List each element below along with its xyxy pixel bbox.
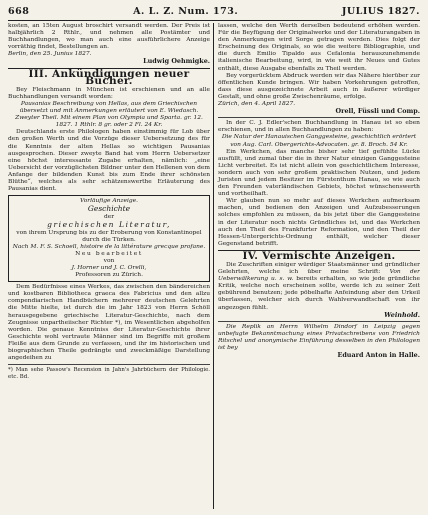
weinhold-signature: Weinhold. <box>384 310 420 319</box>
intro-text: kosten, an 15ten August broschirt versandt werden. Der Preis ist halbjährlich 2 Rthlr., und nehmen alle Postämter und Buchhandlungen, wo man auch eine ausführlichere Anzeige vorräthig findet, Bestellungen an. <box>8 23 210 51</box>
edler-announcement: In der C. J. Edler'schen Buchhandlung in Hanau ist so eben erschienen, und in allen Buchhandlungen zu haben: <box>217 120 420 134</box>
printing-notice: Bey vorgerücktem Abdruck werden wir das Nähere hierüber zur öffentlichen Kunde bringen. Wir haben Vorkehrungen getroffen, dass diese ausgezeichnete Arbeit auch in äußerer würdiger Gestalt, und ohne große Zwischenräume, erfolge. <box>217 72 420 100</box>
weinhold-cont: bereits erhalten, so wie jede gründliche Kritik, welche noch erscheinen sollte, werde ich zu seiner Zeit gebührend benutzen; jede pöbelhafte Anfeindung aber den Urkeil überlassen, welcher sich durch Wahlverwandtschaft von ihr angezogen fühlt. <box>217 276 420 311</box>
box-subtitle: von ihrem Ursprung bis zu der Eroberung von Konstantinopel durch die Türken. <box>16 229 202 243</box>
footnote-rule <box>8 364 210 365</box>
box-title-3: griechischen Literatur, <box>47 219 171 229</box>
right-column <box>214 23 420 509</box>
anton-signature: Eduard Anton in Halle. <box>337 351 420 360</box>
page-number: 668 <box>8 6 30 17</box>
box-von: von <box>103 257 115 264</box>
footnote: *) Man sehe Passow's Recension in Jahn's Jahrbüchern der Philologie. etc. Bd. <box>8 367 210 380</box>
orell-signature: Orell, Füssli und Comp. <box>335 107 420 116</box>
intro-signature: Ludwig Oehmigke. <box>143 57 210 66</box>
box-label: Vorläufige Anzeige. <box>80 198 138 205</box>
two-column-body <box>8 23 420 509</box>
section-title-4: IV. Vermischte Anzeigen. <box>242 249 396 262</box>
box-professors: Professoren zu Zürich. <box>75 272 143 279</box>
literature-history-text: Dem Bedürfnisse eines Werkes, das zwischen den bändereichen und kostbaren Bibliotheca graeca des Fabricius und den allzu compendiarischen Handbüchern mehrerer deutschen Gelehrten die Mitte hielte, ist durch die im Jahr 1823 von Herrn Schöll herausgegebene griechische Literatur-Geschichte, nach dem Zeugnisse unpartheiischer Richter *), im Wesentlichen abgeholfen worden. Die genaue Kenntniss der Literatur-Geschichte ihrer Geschichte wohl vertraute Männer sind im Begriffe mit großem Fleiße aus dem Grunde zu verfassen, und ihr im historischen und biographischen Theile gedrängte und zweckmäßige Darstellung angedeihen zu <box>8 284 210 362</box>
continuation-text: lassen, welche den Werth derselben bedeutend erhöhen werden. Für die Beyfügung der Originalwerke und der Literaturangaben in den Anmerkungen wird Sorge getragen werden. Dies folgt der Erscheinung des Originals, so wie die weitere Bibliographie, und die durch Emilio Tipaldo aus Cefalonia herauszunehmende italienische Bearbeitung, wird, in wie weit ihr Neues und Gutes enthält, diese Ausgabe ebenfalls zu Theil werden. <box>217 23 420 72</box>
intro-place-date: Berlin, den 25. Junius 1827. <box>8 51 92 58</box>
issue-date: JULIUS 1827. <box>341 6 420 17</box>
left-column <box>8 23 213 509</box>
ganggesteine-recommend: Wir glauben nun so mehr auf dieses Werkchen aufmerksam machen, und bedienen den Anzeigen und Aufzubesserungen solches empfohlen zu müssen, da bis jetzt über die Ganggesteine in der Literatur noch nichts Gründliches ist, und das Werkchen auch den Theil des Frankfurter Reformation, und den Theil der Hessen-Untergerichts-Ordnung enthält, welcher dieser Gegenstand betrifft. <box>217 198 420 247</box>
box-source: Nach M. F. S. Schoell, histoire de la littérature grecque profane. <box>12 243 206 250</box>
announcement-rule <box>218 117 420 118</box>
box-title-2: der <box>103 213 115 220</box>
journal-title: A. L. Z. Num. 173. <box>133 6 239 17</box>
preliminary-notice-box <box>8 195 210 282</box>
pausanias-review: Deutschlands erste Philologen haben einstimmig für Lob über den großen Werth und die Vorzüge dieser Uebersetzung des für die Kenntnis der alten Hellas so wichtigen Pausanias ausgesprochen. Dieser zweyte Band hat vom Herrn Uebersetzer eine höchst interessante Zugabe erhalten, nämlich: „eine Uebersicht der vorzüglichsten Bildner unter den Hellenen von dem Anfange der bildenden Kunst bis zum Ende ihrer schönsten Blüthe“, welches als sehr schätzenswerthe Erläuterung des Pausanias dient. <box>8 129 210 193</box>
pausanias-title: Pausanias Beschreibung von Hellas, aus dem Griechischen übersetzt und mit Anmerkungen erläutert von E. Wiedasch. Zweyter Theil. Mit einem Plan von Olympia und Sparta. gr. 12. 1827. 1 Rthlr. 8 gr. oder 2 Fl. 24 Kr. <box>15 100 203 129</box>
ganggesteine-review: Ein Werkchen, das manche bisher sehr tief gefühlte Lücke ausfüllt, und zumal über die in ihrer Natur einzigen Ganggesteine Licht verbreitet. Es ist nicht allein von geschichtlichem Interesse, sondern auch von sehr großem praktischen Nutzen, und jedem Juristen und jedem Besitzer im Fürstenthum Hanau, so wie auch den Freunden vaterländischen Gebiets, höchst wünschenswerth und vortheilhaft. <box>217 148 420 198</box>
zurich-place-date: Zürich, den 4. April 1827. <box>217 101 296 108</box>
replik-rule <box>218 321 420 322</box>
box-authors: J. Horner und J. C. Orelli, <box>71 265 147 271</box>
section-title-3: III. Ankündigungen neuer Bücher. <box>28 67 190 87</box>
announcement-fleischmann: Bey Fleischmann in München ist erschienen und an alle Buchhandlungen versandt worden: <box>8 86 210 100</box>
replik-notice: Die Replik an Herrn Wilhelm Dindorf in Leipzig gegen unbefugte Bekanntmachung eines Privatschreibens von Friedrich Ritschel und anonymische Einführung desselben in den Philologen ist bey <box>217 323 420 352</box>
weinhold-intro: Die Zuschriften einiger würdiger Staatsmänner und gründlicher Gelehrten, welche ich über meine Schrift: <box>217 262 420 276</box>
box-revised: Neu bearbeitet <box>75 250 143 257</box>
weinhold-notice <box>218 262 420 312</box>
ganggesteine-title: Die Natur der Hanauischen Ganggesteine, geschichtlich erörtert von Aug. Carl. Obergerichts-Advocaten. gr. 8. Broch. 54 Kr. <box>221 134 417 148</box>
page-header <box>8 6 420 21</box>
box-title-1: Geschichte <box>87 204 131 214</box>
weinhold-book-title: Von der Ueberwälkerung u. s. w. <box>217 269 420 283</box>
